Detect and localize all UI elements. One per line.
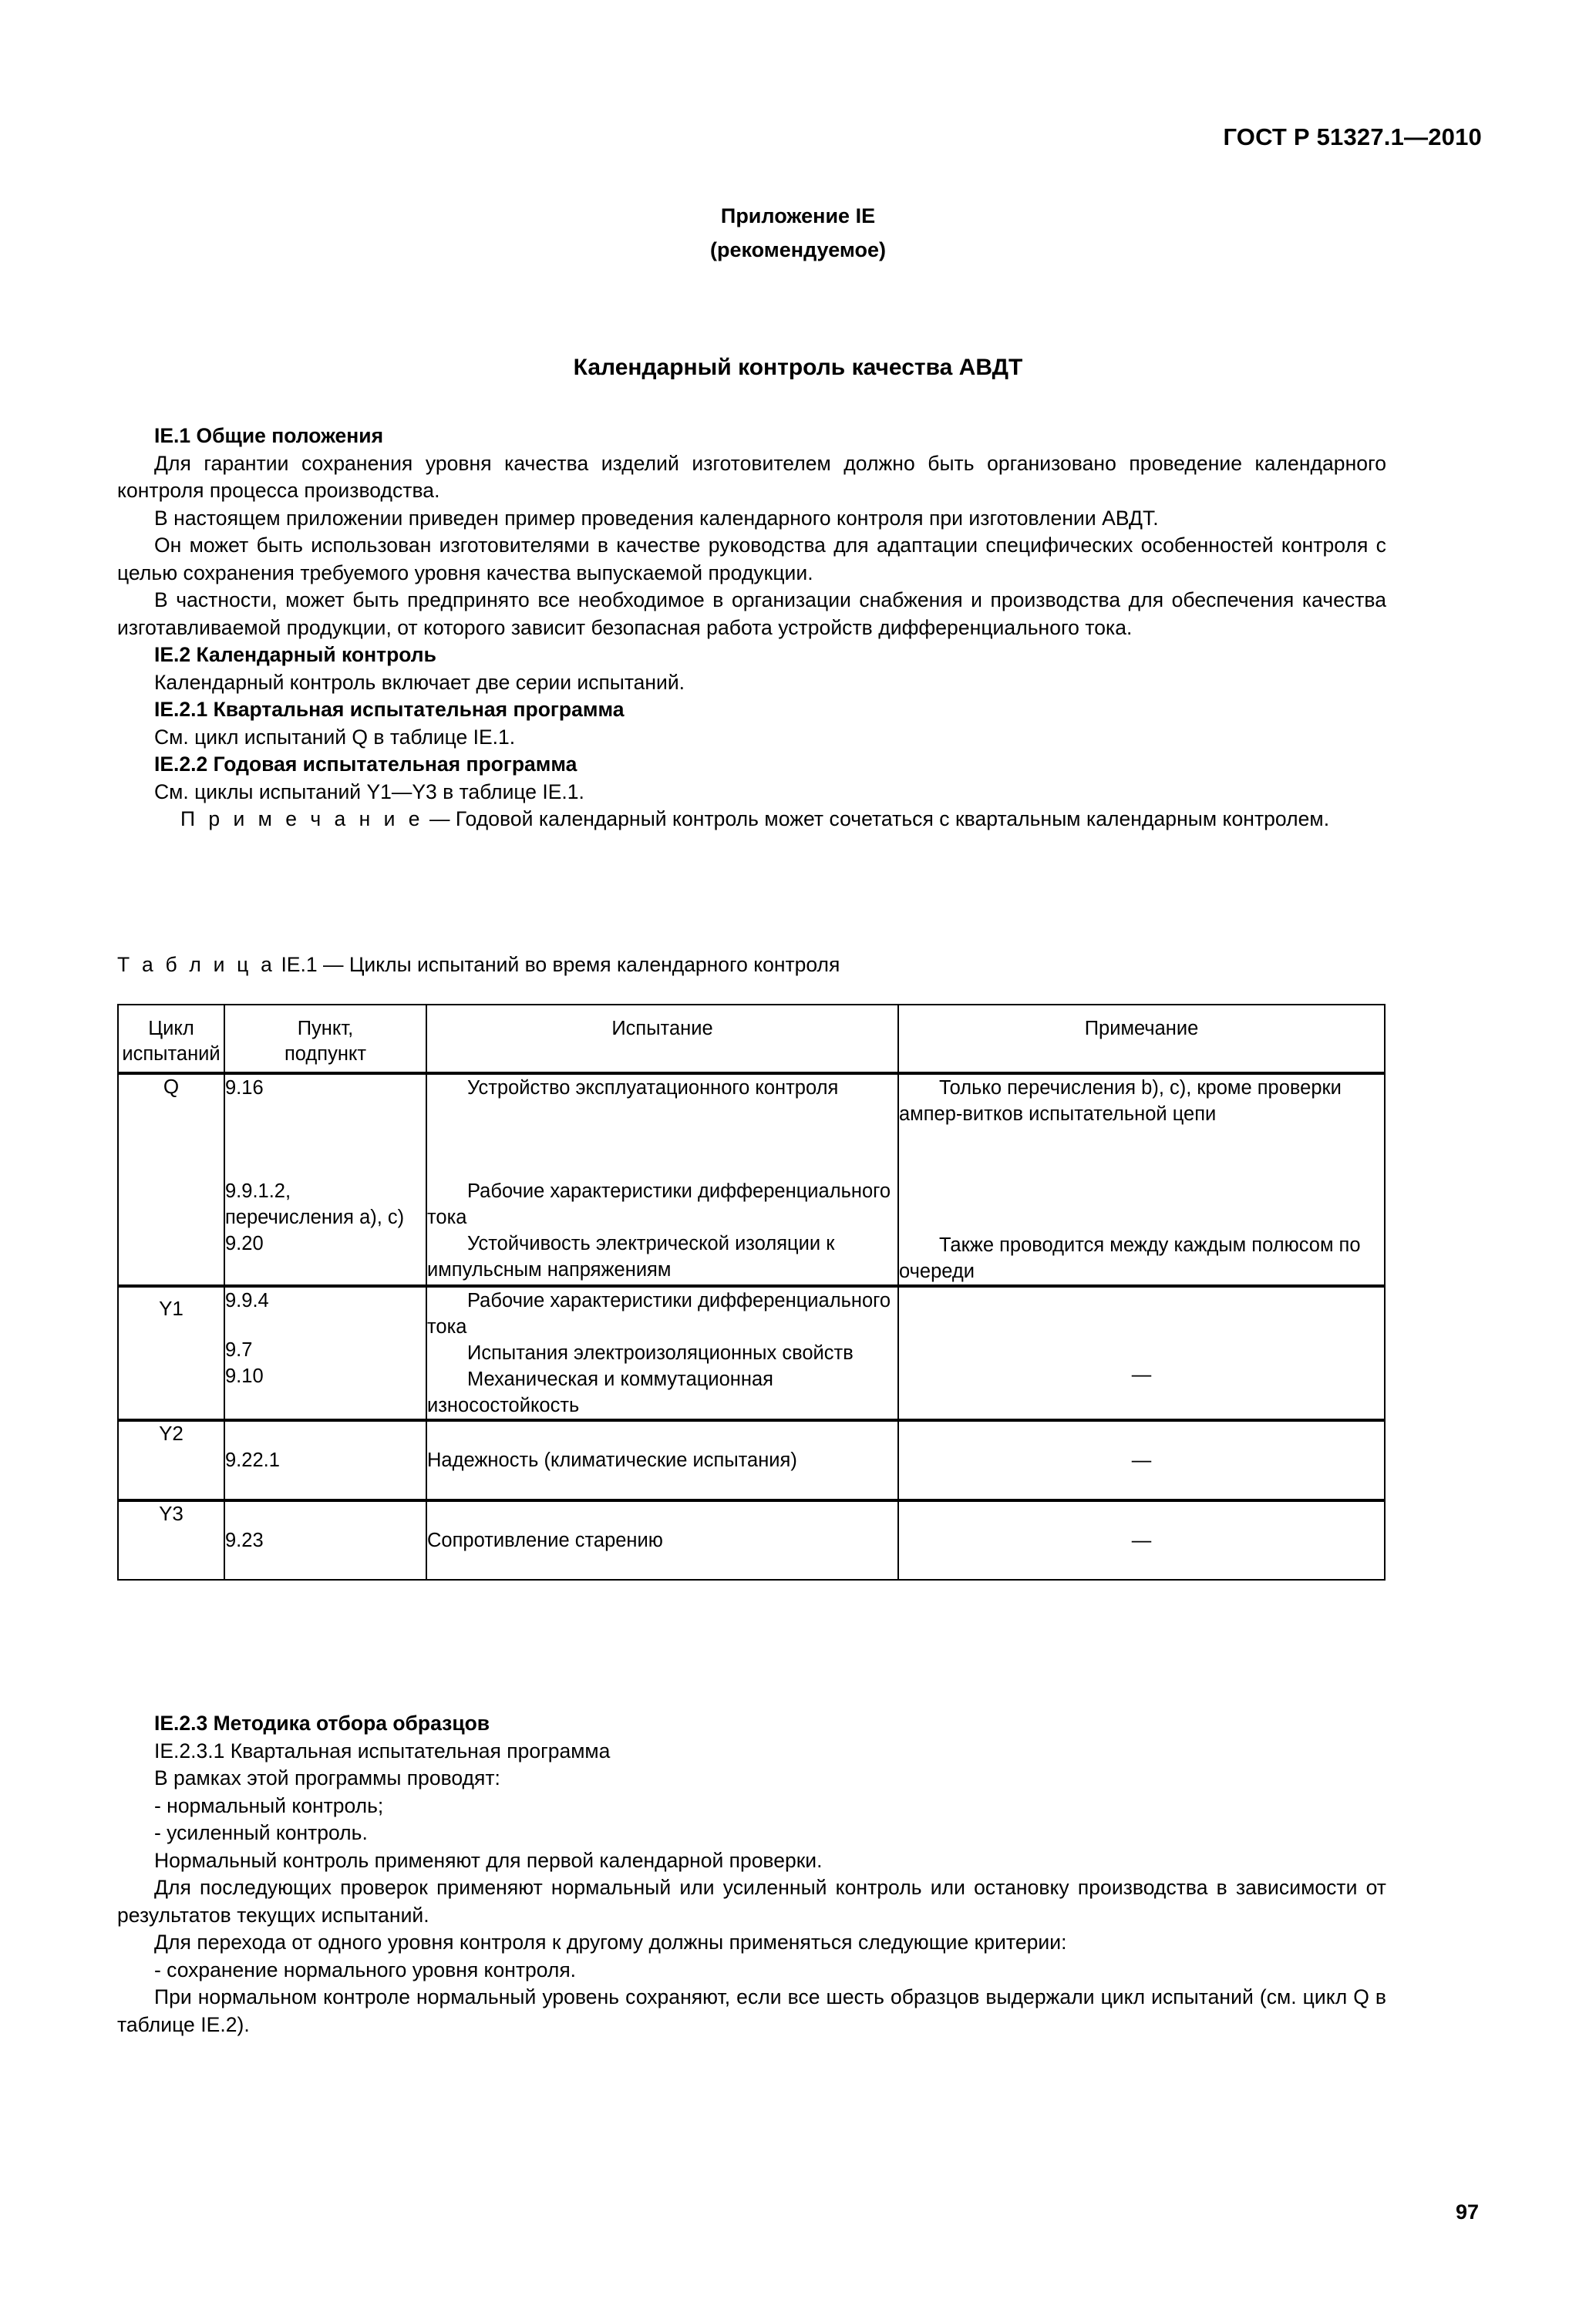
table-header-clause xyxy=(224,1005,426,1073)
table-caption-title: — Циклы испытаний во время календарного контроля xyxy=(322,953,840,976)
section-heading-ie23: IE.2.3 Методика отбора образцов xyxy=(154,1712,490,1735)
table-caption-label: Т а б л и ц а xyxy=(117,953,276,976)
list-item-normal-control: - нормальный контроль; xyxy=(154,1793,384,1817)
table-row xyxy=(118,1073,1385,1286)
test-cycles-table xyxy=(117,1004,1386,1581)
section-heading-ie21: IE.2.1 Квартальная испытательная программа xyxy=(154,698,625,721)
paragraph-normal-control-first: Нормальный контроль применяют для первой календарной проверки. xyxy=(154,1848,823,1872)
table-row xyxy=(118,1500,1385,1580)
clause-y1-3: 9.10 xyxy=(225,1365,264,1387)
table-header-cycle-line2: испытаний xyxy=(122,1043,221,1065)
paragraph-subsequent-checks: Для последующих проверок применяют нормальный или усиленный контроль или остановку производства в зависимости от результатов текущих испытаний. xyxy=(117,1876,1386,1927)
annex-title: Приложение IE xyxy=(720,204,876,227)
table-cell-remark-q xyxy=(898,1073,1385,1286)
table-cell-cycle-y2: Y2 xyxy=(118,1420,224,1500)
table-cell-remark-y1 xyxy=(898,1286,1385,1420)
table-cell-test-y3: Сопротивление старению xyxy=(426,1500,898,1580)
table-cell-test-y2: Надежность (климатические испытания) xyxy=(426,1420,898,1500)
table-header-clause-line2: подпункт xyxy=(284,1043,367,1065)
table-caption-number: IE.1 xyxy=(281,953,318,976)
clause-y1-2: 9.7 xyxy=(225,1339,253,1361)
test-q-2: Рабочие характеристики дифференциального тока xyxy=(427,1180,891,1228)
clause-q-2-line2: перечисления a), c) xyxy=(225,1207,405,1228)
remark-y1: — xyxy=(1131,1364,1152,1385)
table-header-row xyxy=(118,1005,1385,1073)
table-header-cycle xyxy=(118,1005,224,1073)
test-y1-3: Механическая и коммутационная износостойкость xyxy=(427,1369,773,1416)
note-paragraph xyxy=(117,806,1386,833)
test-q-3: Устойчивость электрической изоляции к импульсным напряжениям xyxy=(427,1233,835,1281)
paragraph-ie1-1: Для гарантии сохранения уровня качества изделий изготовителем должно быть организовано проведение календарного контроля процесса производства. xyxy=(117,451,1386,502)
table-cell-clause-y3: 9.23 xyxy=(224,1500,426,1580)
section-heading-ie22: IE.2.2 Годовая испытательная программа xyxy=(154,752,577,776)
list-item-retain-normal-level: - сохранение нормального уровня контроля. xyxy=(154,1958,577,1981)
test-q-1: Устройство эксплуатационного контроля xyxy=(467,1077,839,1099)
table-cell-clause-y2: 9.22.1 xyxy=(224,1420,426,1500)
table-cell-clause-y1 xyxy=(224,1286,426,1420)
table-header-clause-line1: Пункт, xyxy=(297,1018,354,1039)
paragraph-ie21-1: См. цикл испытаний Q в таблице IE.1. xyxy=(154,725,516,749)
remark-q-3: Также проводится между каждым полюсом по очереди xyxy=(899,1234,1361,1282)
paragraph-ie1-2: В настоящем приложении приведен пример проведения календарного контроля при изготовлении АВДТ. xyxy=(154,506,1159,530)
paragraph-normal-level-retention: При нормальном контроле нормальный уровень сохраняют, если все шесть образцов выдержали цикл испытаний (см. цикл Q в таблице IE.2). xyxy=(117,1985,1386,2036)
table-row xyxy=(118,1420,1385,1500)
paragraph-ie231-intro: В рамках этой программы проводят: xyxy=(154,1766,500,1789)
test-y1-1: Рабочие характеристики дифференциального тока xyxy=(427,1290,891,1338)
section-heading-ie1: IE.1 Общие положения xyxy=(154,424,384,447)
paragraph-transition-criteria: Для перехода от одного уровня контроля к другому должны применяться следующие критерии: xyxy=(154,1931,1067,1954)
table-cell-remark-y2: — xyxy=(898,1420,1385,1500)
table-header-test: Испытание xyxy=(426,1005,898,1073)
table-cell-test-y1 xyxy=(426,1286,898,1420)
table-cell-cycle-y1: Y1 xyxy=(118,1286,224,1420)
clause-y1-1: 9.9.4 xyxy=(225,1290,269,1311)
table-cell-clause-q xyxy=(224,1073,426,1286)
table-row xyxy=(118,1286,1385,1420)
page-title: Календарный контроль качества АВДТ xyxy=(573,355,1023,380)
table-caption xyxy=(117,953,840,977)
table-cell-cycle-q: Q xyxy=(118,1073,224,1286)
note-body: — Годовой календарный контроль может сочетаться с квартальным календарным контролем. xyxy=(423,807,1330,830)
section-heading-ie2: IE.2 Календарный контроль xyxy=(154,643,436,666)
remark-q-1: Только перечисления b), c), кроме проверки ампер-витков испытательной цепи xyxy=(899,1077,1342,1125)
annex-subtitle: (рекомендуемое) xyxy=(710,238,886,261)
paragraph-ie22-1: См. циклы испытаний Y1—Y3 в таблице IE.1. xyxy=(154,779,584,803)
test-y1-2: Испытания электроизоляционных свойств xyxy=(467,1342,854,1364)
clause-q-1: 9.16 xyxy=(225,1077,264,1099)
paragraph-ie1-4: В частности, может быть предпринято все необходимое в организации снабжения и производства для обеспечения качества изготавливаемой продукции, от которого зависит безопасная работа устройств дифференциального тока. xyxy=(117,588,1386,639)
section-heading-ie231: IE.2.3.1 Квартальная испытательная программа xyxy=(154,1739,611,1763)
table-header-remark: Примечание xyxy=(898,1005,1385,1073)
paragraph-ie2-1: Календарный контроль включает две серии испытаний. xyxy=(154,670,685,694)
standard-identifier: ГОСТ Р 51327.1—2010 xyxy=(1223,123,1482,150)
list-item-enhanced-control: - усиленный контроль. xyxy=(154,1821,368,1844)
body-text-upper xyxy=(117,423,1386,833)
annex-heading xyxy=(0,199,1596,267)
body-text-lower xyxy=(117,1710,1386,2039)
paragraph-ie1-3: Он может быть использован изготовителями в качестве руководства для адаптации специфических особенностей контроля с целью сохранения требуемого уровня качества выпускаемой продукции. xyxy=(117,534,1386,584)
table-header-cycle-line1: Цикл xyxy=(148,1018,194,1039)
table-cell-cycle-y3: Y3 xyxy=(118,1500,224,1580)
note-label: П р и м е ч а н и е xyxy=(180,807,424,830)
table-cell-test-q xyxy=(426,1073,898,1286)
clause-q-3: 9.20 xyxy=(225,1233,264,1254)
page-number: 97 xyxy=(1455,2200,1479,2224)
clause-q-2-line1: 9.9.1.2, xyxy=(225,1180,291,1202)
table-cell-remark-y3: — xyxy=(898,1500,1385,1580)
